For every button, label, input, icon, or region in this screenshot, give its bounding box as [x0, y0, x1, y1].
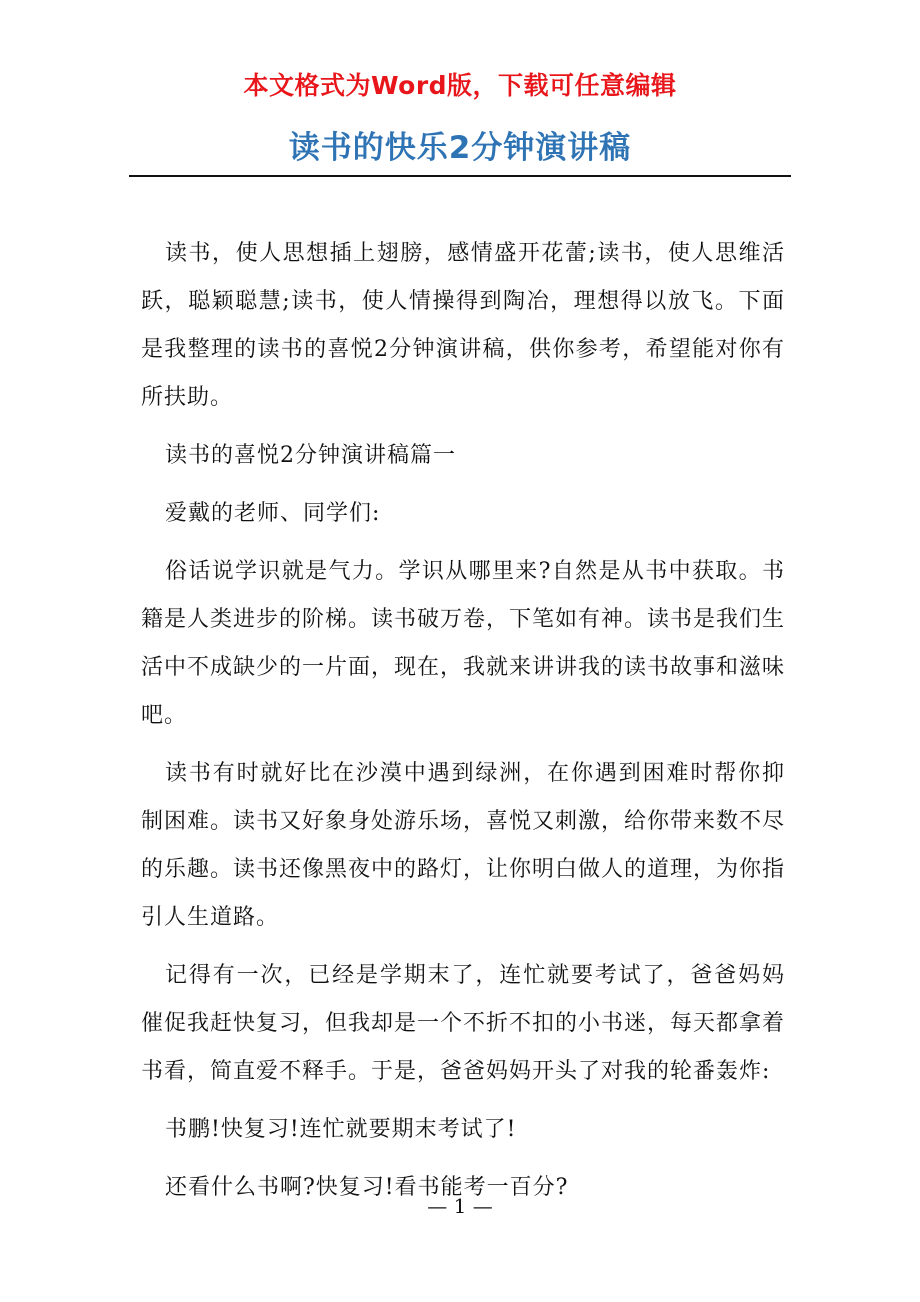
- paragraph-body: 记得有一次，已经是学期末了，连忙就要考试了，爸爸妈妈催促我赶快复习，但我却是一个不折不扣的小书迷，每天都拿着书看，简直爱不释手。于是，爸爸妈妈开头了对我的轮番轰炸:: [141, 963, 786, 1084]
- page-number: — 1 —: [427, 1194, 493, 1218]
- title-divider: [129, 175, 791, 177]
- paragraph-quote: 还看什么书啊?快复习!看书能考一百分?: [165, 1175, 569, 1200]
- paragraph-body: 俗话说学识就是气力。学识从哪里来?自然是从书中获取。书籍是人类进步的阶梯。读书破万卷，下笔如有神。读书是我们生活中不成缺少的一片面，现在，我就来讲讲我的读书故事和滋味吧。: [141, 559, 786, 728]
- paragraph-quote: 书鹏!快复习!连忙就要期末考试了!: [165, 1117, 517, 1142]
- document-body: [141, 230, 785, 1212]
- format-notice: 本文格式为Word版，下载可任意编辑: [243, 71, 677, 100]
- paragraph-body: 读书有时就好比在沙漠中遇到绿洲，在你遇到困难时帮你抑制困难。读书又好象身处游乐场，喜悦又刺激，给你带来数不尽的乐趣。读书还像黑夜中的路灯，让你明白做人的道理，为你指引人生道路。: [141, 761, 786, 930]
- paragraph-intro: 读书，使人思想插上翅膀，感情盛开花蕾;读书，使人思维活跃，聪颖聪慧;读书，使人情操得到陶冶，理想得以放飞。下面是我整理的读书的喜悦2分钟演讲稿，供你参考，希望能对你有所扶助。: [141, 241, 785, 410]
- document-title: 读书的快乐2分钟演讲稿: [288, 130, 632, 166]
- paragraph-salutation: 爱戴的老师、同学们:: [165, 501, 381, 526]
- paragraph-section-heading: 读书的喜悦2分钟演讲稿篇一: [165, 443, 456, 468]
